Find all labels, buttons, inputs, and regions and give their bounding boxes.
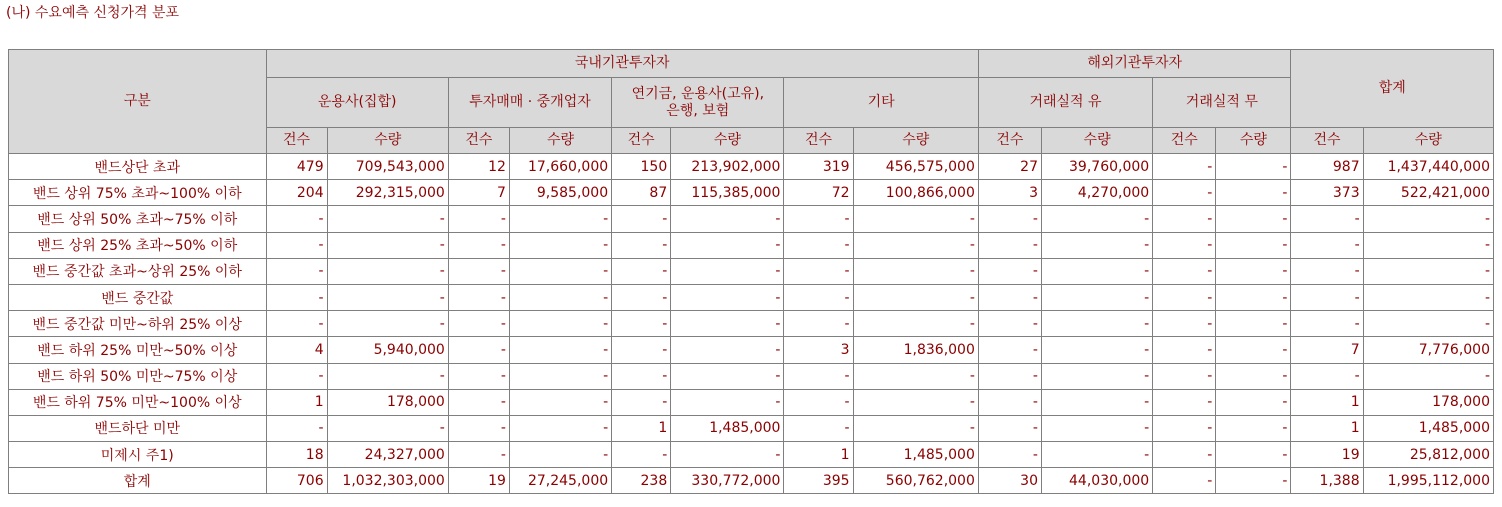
- group-header: 운용사(집합): [266, 78, 448, 128]
- count-header: 건수: [612, 128, 671, 154]
- count-cell: -: [978, 232, 1041, 258]
- count-cell: 238: [612, 468, 671, 494]
- quantity-cell: -: [1041, 284, 1152, 310]
- quantity-cell: 213,902,000: [671, 154, 784, 180]
- quantity-cell: 709,543,000: [327, 154, 448, 180]
- count-cell: -: [448, 363, 509, 389]
- quantity-cell: -: [671, 337, 784, 363]
- count-cell: 319: [784, 154, 853, 180]
- count-cell: 1: [612, 415, 671, 441]
- quantity-header: 수량: [671, 128, 784, 154]
- count-cell: 19: [1291, 442, 1363, 468]
- count-cell: -: [612, 258, 671, 284]
- count-cell: -: [784, 389, 853, 415]
- quantity-cell: -: [1216, 442, 1291, 468]
- table-row: [9, 180, 1494, 206]
- count-cell: 1: [784, 442, 853, 468]
- count-cell: -: [978, 389, 1041, 415]
- quantity-cell: 456,575,000: [853, 154, 978, 180]
- count-cell: -: [448, 258, 509, 284]
- quantity-cell: -: [853, 258, 978, 284]
- row-label: 밴드하단 미만: [9, 415, 267, 441]
- row-label: 합계: [9, 468, 267, 494]
- group-header: 기타: [784, 78, 978, 128]
- table-row: [9, 232, 1494, 258]
- quantity-cell: -: [1041, 206, 1152, 232]
- quantity-cell: -: [327, 206, 448, 232]
- count-cell: -: [1153, 468, 1216, 494]
- row-label: 밴드 중간값 초과~상위 25% 이하: [9, 258, 267, 284]
- count-cell: -: [1291, 258, 1363, 284]
- quantity-cell: -: [1216, 468, 1291, 494]
- count-cell: 19: [448, 468, 509, 494]
- count-cell: -: [1153, 337, 1216, 363]
- table-row: [9, 337, 1494, 363]
- count-cell: -: [784, 311, 853, 337]
- quantity-cell: -: [1041, 232, 1152, 258]
- quantity-cell: -: [1041, 442, 1152, 468]
- count-cell: -: [612, 232, 671, 258]
- count-cell: -: [1153, 389, 1216, 415]
- table-row: [9, 154, 1494, 180]
- count-cell: 87: [612, 180, 671, 206]
- table-row: [9, 284, 1494, 310]
- category-header: 구분: [9, 50, 267, 154]
- quantity-cell: -: [1363, 206, 1493, 232]
- quantity-cell: 1,032,303,000: [327, 468, 448, 494]
- count-header: 건수: [266, 128, 327, 154]
- quantity-cell: -: [1216, 154, 1291, 180]
- table-body: [9, 154, 1494, 494]
- count-cell: -: [612, 284, 671, 310]
- count-header: 건수: [448, 128, 509, 154]
- quantity-cell: -: [509, 442, 611, 468]
- count-cell: 150: [612, 154, 671, 180]
- table-row: [9, 442, 1494, 468]
- table-row: [9, 468, 1494, 494]
- count-cell: -: [612, 311, 671, 337]
- count-cell: -: [1291, 311, 1363, 337]
- count-cell: -: [266, 284, 327, 310]
- count-header: 건수: [1153, 128, 1216, 154]
- quantity-cell: 7,776,000: [1363, 337, 1493, 363]
- row-label: 밴드 중간값 미만~하위 25% 이상: [9, 311, 267, 337]
- row-label: 밴드 하위 75% 미만~100% 이상: [9, 389, 267, 415]
- count-cell: 1: [1291, 389, 1363, 415]
- count-cell: -: [266, 206, 327, 232]
- table-row: [9, 311, 1494, 337]
- count-cell: -: [1291, 363, 1363, 389]
- count-cell: -: [612, 442, 671, 468]
- quantity-cell: -: [509, 389, 611, 415]
- quantity-cell: -: [509, 232, 611, 258]
- row-label: 미제시 주1): [9, 442, 267, 468]
- count-cell: -: [612, 363, 671, 389]
- count-cell: 4: [266, 337, 327, 363]
- quantity-cell: -: [853, 284, 978, 310]
- count-cell: -: [448, 206, 509, 232]
- quantity-cell: 1,995,112,000: [1363, 468, 1493, 494]
- foreign-investors-header: 해외기관투자자: [978, 50, 1291, 78]
- quantity-cell: -: [509, 206, 611, 232]
- quantity-cell: 1,485,000: [671, 415, 784, 441]
- count-cell: 3: [978, 180, 1041, 206]
- quantity-cell: -: [509, 415, 611, 441]
- count-cell: 30: [978, 468, 1041, 494]
- quantity-cell: -: [1041, 389, 1152, 415]
- quantity-cell: -: [1363, 363, 1493, 389]
- count-cell: 1,388: [1291, 468, 1363, 494]
- quantity-cell: 330,772,000: [671, 468, 784, 494]
- quantity-cell: -: [1216, 311, 1291, 337]
- quantity-cell: 9,585,000: [509, 180, 611, 206]
- quantity-header: 수량: [509, 128, 611, 154]
- count-cell: -: [612, 337, 671, 363]
- group-header: 거래실적 무: [1153, 78, 1291, 128]
- quantity-cell: 27,245,000: [509, 468, 611, 494]
- count-cell: -: [1153, 311, 1216, 337]
- count-cell: -: [448, 442, 509, 468]
- count-cell: 18: [266, 442, 327, 468]
- count-cell: -: [784, 284, 853, 310]
- count-cell: -: [1291, 284, 1363, 310]
- quantity-cell: -: [1041, 363, 1152, 389]
- group-header: 연기금, 운용사(고유), 은행, 보험: [612, 78, 784, 128]
- count-cell: 12: [448, 154, 509, 180]
- row-label: 밴드 하위 50% 미만~75% 이상: [9, 363, 267, 389]
- count-cell: 987: [1291, 154, 1363, 180]
- count-cell: -: [266, 232, 327, 258]
- count-cell: -: [448, 284, 509, 310]
- quantity-cell: -: [671, 232, 784, 258]
- count-cell: -: [784, 206, 853, 232]
- group-header: 거래실적 유: [978, 78, 1152, 128]
- quantity-cell: -: [1216, 363, 1291, 389]
- quantity-cell: 292,315,000: [327, 180, 448, 206]
- quantity-cell: 560,762,000: [853, 468, 978, 494]
- count-cell: -: [1291, 232, 1363, 258]
- group-header: 투자매매 · 중개업자: [448, 78, 611, 128]
- count-cell: -: [1153, 363, 1216, 389]
- count-header: 건수: [1291, 128, 1363, 154]
- count-cell: -: [448, 232, 509, 258]
- quantity-cell: 115,385,000: [671, 180, 784, 206]
- quantity-cell: -: [509, 284, 611, 310]
- quantity-cell: -: [853, 232, 978, 258]
- table-row: [9, 206, 1494, 232]
- count-cell: -: [784, 415, 853, 441]
- quantity-cell: -: [1216, 180, 1291, 206]
- count-cell: -: [1153, 284, 1216, 310]
- count-cell: -: [784, 363, 853, 389]
- count-cell: -: [448, 311, 509, 337]
- quantity-cell: 1,485,000: [1363, 415, 1493, 441]
- quantity-cell: -: [671, 389, 784, 415]
- count-cell: -: [978, 442, 1041, 468]
- table-row: [9, 415, 1494, 441]
- quantity-cell: 5,940,000: [327, 337, 448, 363]
- quantity-cell: -: [327, 232, 448, 258]
- total-header: 합계: [1291, 50, 1494, 128]
- quantity-cell: 24,327,000: [327, 442, 448, 468]
- count-cell: -: [1153, 232, 1216, 258]
- quantity-cell: 178,000: [327, 389, 448, 415]
- quantity-cell: -: [671, 311, 784, 337]
- count-cell: -: [978, 206, 1041, 232]
- count-cell: 1: [1291, 415, 1363, 441]
- quantity-cell: 522,421,000: [1363, 180, 1493, 206]
- count-cell: -: [978, 415, 1041, 441]
- count-cell: -: [1153, 442, 1216, 468]
- count-cell: 373: [1291, 180, 1363, 206]
- quantity-cell: -: [509, 311, 611, 337]
- count-cell: -: [448, 337, 509, 363]
- count-cell: -: [448, 415, 509, 441]
- quantity-cell: -: [853, 363, 978, 389]
- count-cell: -: [978, 284, 1041, 310]
- quantity-cell: -: [1363, 232, 1493, 258]
- row-label: 밴드상단 초과: [9, 154, 267, 180]
- section-title: (나) 수요예측 신청가격 분포: [6, 5, 180, 21]
- count-header: 건수: [784, 128, 853, 154]
- quantity-cell: 4,270,000: [1041, 180, 1152, 206]
- quantity-cell: 1,836,000: [853, 337, 978, 363]
- quantity-cell: 1,437,440,000: [1363, 154, 1493, 180]
- quantity-cell: -: [1216, 284, 1291, 310]
- quantity-cell: 44,030,000: [1041, 468, 1152, 494]
- quantity-cell: 25,812,000: [1363, 442, 1493, 468]
- row-label: 밴드 하위 25% 미만~50% 이상: [9, 337, 267, 363]
- quantity-cell: -: [1041, 258, 1152, 284]
- count-cell: 479: [266, 154, 327, 180]
- quantity-cell: -: [853, 206, 978, 232]
- count-cell: 72: [784, 180, 853, 206]
- count-cell: -: [1153, 258, 1216, 284]
- quantity-cell: -: [327, 284, 448, 310]
- count-cell: -: [1153, 415, 1216, 441]
- count-cell: -: [978, 363, 1041, 389]
- quantity-cell: -: [1216, 337, 1291, 363]
- row-label: 밴드 중간값: [9, 284, 267, 310]
- count-cell: 706: [266, 468, 327, 494]
- quantity-cell: -: [1216, 415, 1291, 441]
- quantity-header: 수량: [853, 128, 978, 154]
- table-row: [9, 258, 1494, 284]
- quantity-cell: -: [327, 415, 448, 441]
- quantity-cell: -: [327, 311, 448, 337]
- count-cell: -: [978, 311, 1041, 337]
- quantity-cell: -: [671, 442, 784, 468]
- quantity-cell: -: [1216, 232, 1291, 258]
- quantity-cell: -: [1363, 284, 1493, 310]
- quantity-header: 수량: [1363, 128, 1493, 154]
- row-label: 밴드 상위 25% 초과~50% 이하: [9, 232, 267, 258]
- quantity-cell: -: [853, 389, 978, 415]
- quantity-header: 수량: [1216, 128, 1291, 154]
- quantity-cell: -: [671, 284, 784, 310]
- count-cell: 27: [978, 154, 1041, 180]
- quantity-header: 수량: [1041, 128, 1152, 154]
- count-cell: -: [266, 311, 327, 337]
- count-cell: -: [784, 258, 853, 284]
- quantity-cell: 1,485,000: [853, 442, 978, 468]
- quantity-cell: -: [509, 258, 611, 284]
- domestic-investors-header: 국내기관투자자: [266, 50, 978, 78]
- row-label: 밴드 상위 75% 초과~100% 이하: [9, 180, 267, 206]
- count-cell: -: [266, 258, 327, 284]
- demand-forecast-price-table: [8, 49, 1494, 494]
- count-header: 건수: [978, 128, 1041, 154]
- quantity-cell: 39,760,000: [1041, 154, 1152, 180]
- count-cell: -: [266, 415, 327, 441]
- quantity-cell: -: [327, 363, 448, 389]
- quantity-cell: -: [509, 363, 611, 389]
- count-cell: 3: [784, 337, 853, 363]
- count-cell: 7: [448, 180, 509, 206]
- count-cell: -: [784, 232, 853, 258]
- quantity-cell: -: [1363, 258, 1493, 284]
- quantity-cell: -: [509, 337, 611, 363]
- count-cell: 204: [266, 180, 327, 206]
- count-cell: -: [1153, 154, 1216, 180]
- count-cell: 1: [266, 389, 327, 415]
- quantity-cell: 100,866,000: [853, 180, 978, 206]
- quantity-cell: -: [1216, 206, 1291, 232]
- quantity-cell: -: [1041, 415, 1152, 441]
- quantity-cell: -: [853, 415, 978, 441]
- count-cell: -: [978, 337, 1041, 363]
- quantity-cell: -: [1041, 311, 1152, 337]
- count-cell: -: [612, 206, 671, 232]
- quantity-cell: -: [1216, 389, 1291, 415]
- count-cell: -: [448, 389, 509, 415]
- quantity-cell: 17,660,000: [509, 154, 611, 180]
- quantity-header: 수량: [327, 128, 448, 154]
- count-cell: -: [978, 258, 1041, 284]
- count-cell: 7: [1291, 337, 1363, 363]
- row-label: 밴드 상위 50% 초과~75% 이하: [9, 206, 267, 232]
- quantity-cell: -: [327, 258, 448, 284]
- count-cell: -: [1153, 180, 1216, 206]
- quantity-cell: 178,000: [1363, 389, 1493, 415]
- quantity-cell: -: [853, 311, 978, 337]
- count-cell: -: [612, 389, 671, 415]
- quantity-cell: -: [671, 258, 784, 284]
- quantity-cell: -: [1216, 258, 1291, 284]
- count-cell: -: [1291, 206, 1363, 232]
- quantity-cell: -: [1041, 337, 1152, 363]
- count-cell: 395: [784, 468, 853, 494]
- quantity-cell: -: [671, 363, 784, 389]
- count-cell: -: [266, 363, 327, 389]
- count-cell: -: [1153, 206, 1216, 232]
- table-row: [9, 389, 1494, 415]
- quantity-cell: -: [1363, 311, 1493, 337]
- quantity-cell: -: [671, 206, 784, 232]
- table-row: [9, 363, 1494, 389]
